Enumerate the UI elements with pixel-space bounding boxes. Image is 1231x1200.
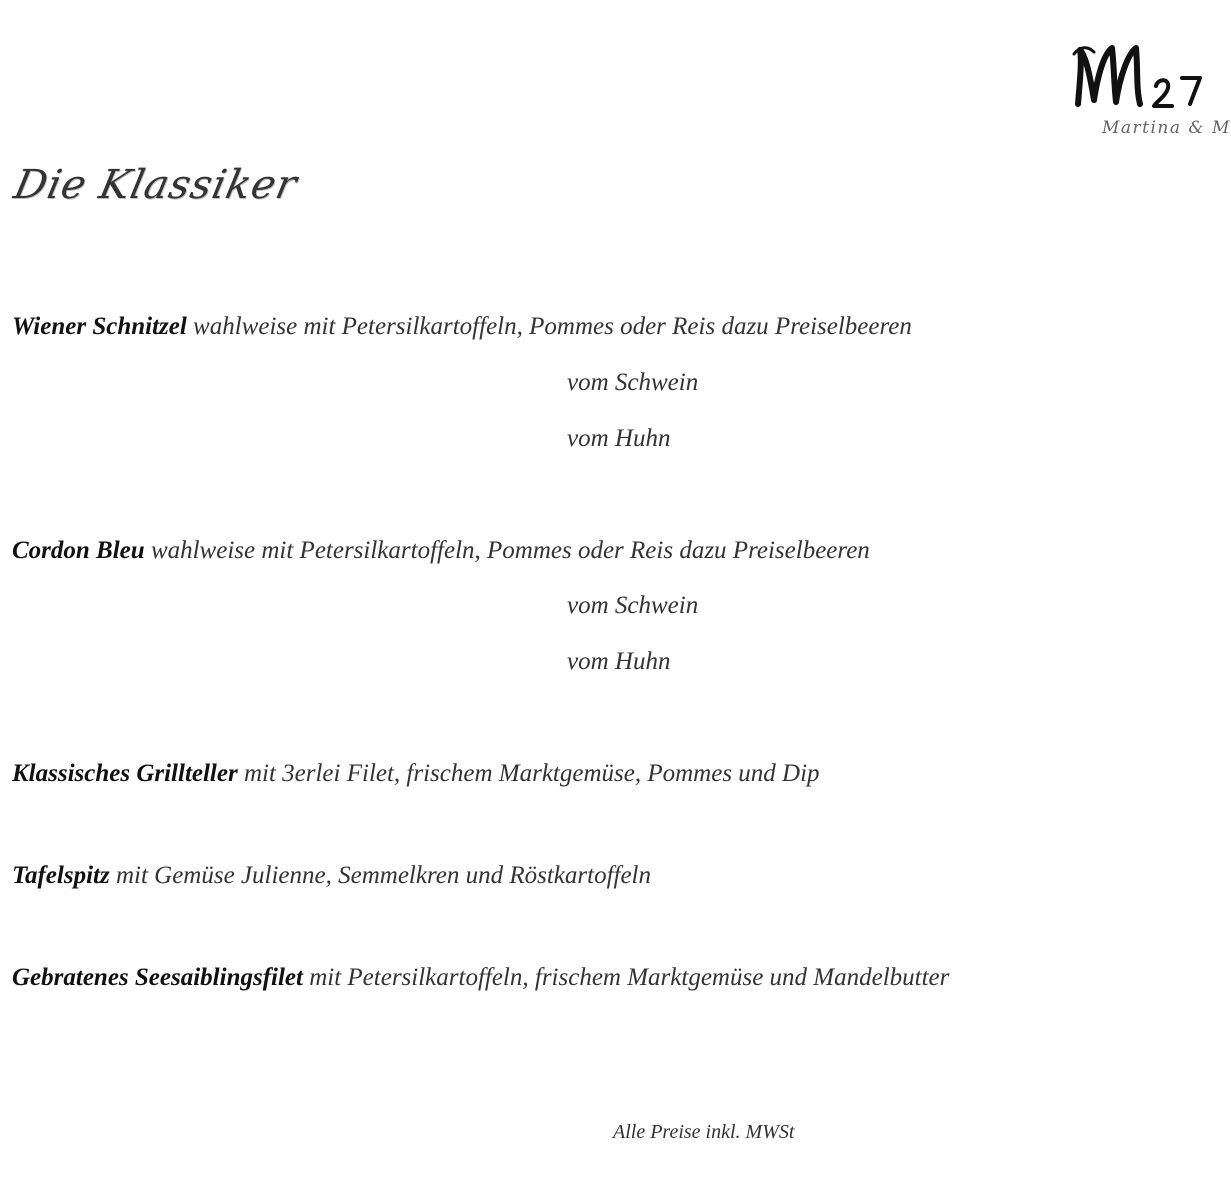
section-title: Die Klassiker [10, 162, 302, 208]
dish-klassisches-grillteller [12, 761, 820, 786]
dish-description: mit Petersilkartoffeln, frischem Marktgemüse und Mandelbutter [309, 964, 950, 991]
dish-tafelspitz [12, 863, 651, 888]
dish-name: Klassisches Grillteller [12, 760, 238, 787]
dish-cordon-bleu [12, 538, 870, 563]
restaurant-logo [1072, 40, 1231, 150]
dish-name: Cordon Bleu [12, 537, 145, 564]
dish-gebratenes-seesaiblingsfilet [12, 965, 949, 990]
logo-subtitle: Martina & M [1102, 118, 1231, 138]
dish-variant: vom Huhn [567, 648, 671, 675]
dish-description: wahlweise mit Petersilkartoffeln, Pommes oder Reis dazu Preiselbeeren [150, 537, 870, 564]
dish-variant: vom Schwein [567, 592, 699, 619]
dish-name: Tafelspitz [12, 862, 110, 889]
logo-m-mark [1072, 40, 1200, 120]
price-note: Alle Preise inkl. MWSt [613, 1121, 795, 1143]
dish-variant: vom Schwein [567, 369, 699, 396]
dish-description: mit 3erlei Filet, frischem Marktgemüse, Pommes und Dip [243, 760, 820, 787]
dish-description: wahlweise mit Petersilkartoffeln, Pommes oder Reis dazu Preiselbeeren [193, 313, 912, 340]
dish-variant: vom Huhn [567, 425, 671, 452]
dish-name: Wiener Schnitzel [12, 313, 187, 340]
dish-wiener-schnitzel [12, 314, 912, 339]
dish-description: mit Gemüse Julienne, Semmelkren und Röstkartoffeln [115, 862, 651, 889]
dish-name: Gebratenes Seesaiblingsfilet [12, 964, 303, 991]
